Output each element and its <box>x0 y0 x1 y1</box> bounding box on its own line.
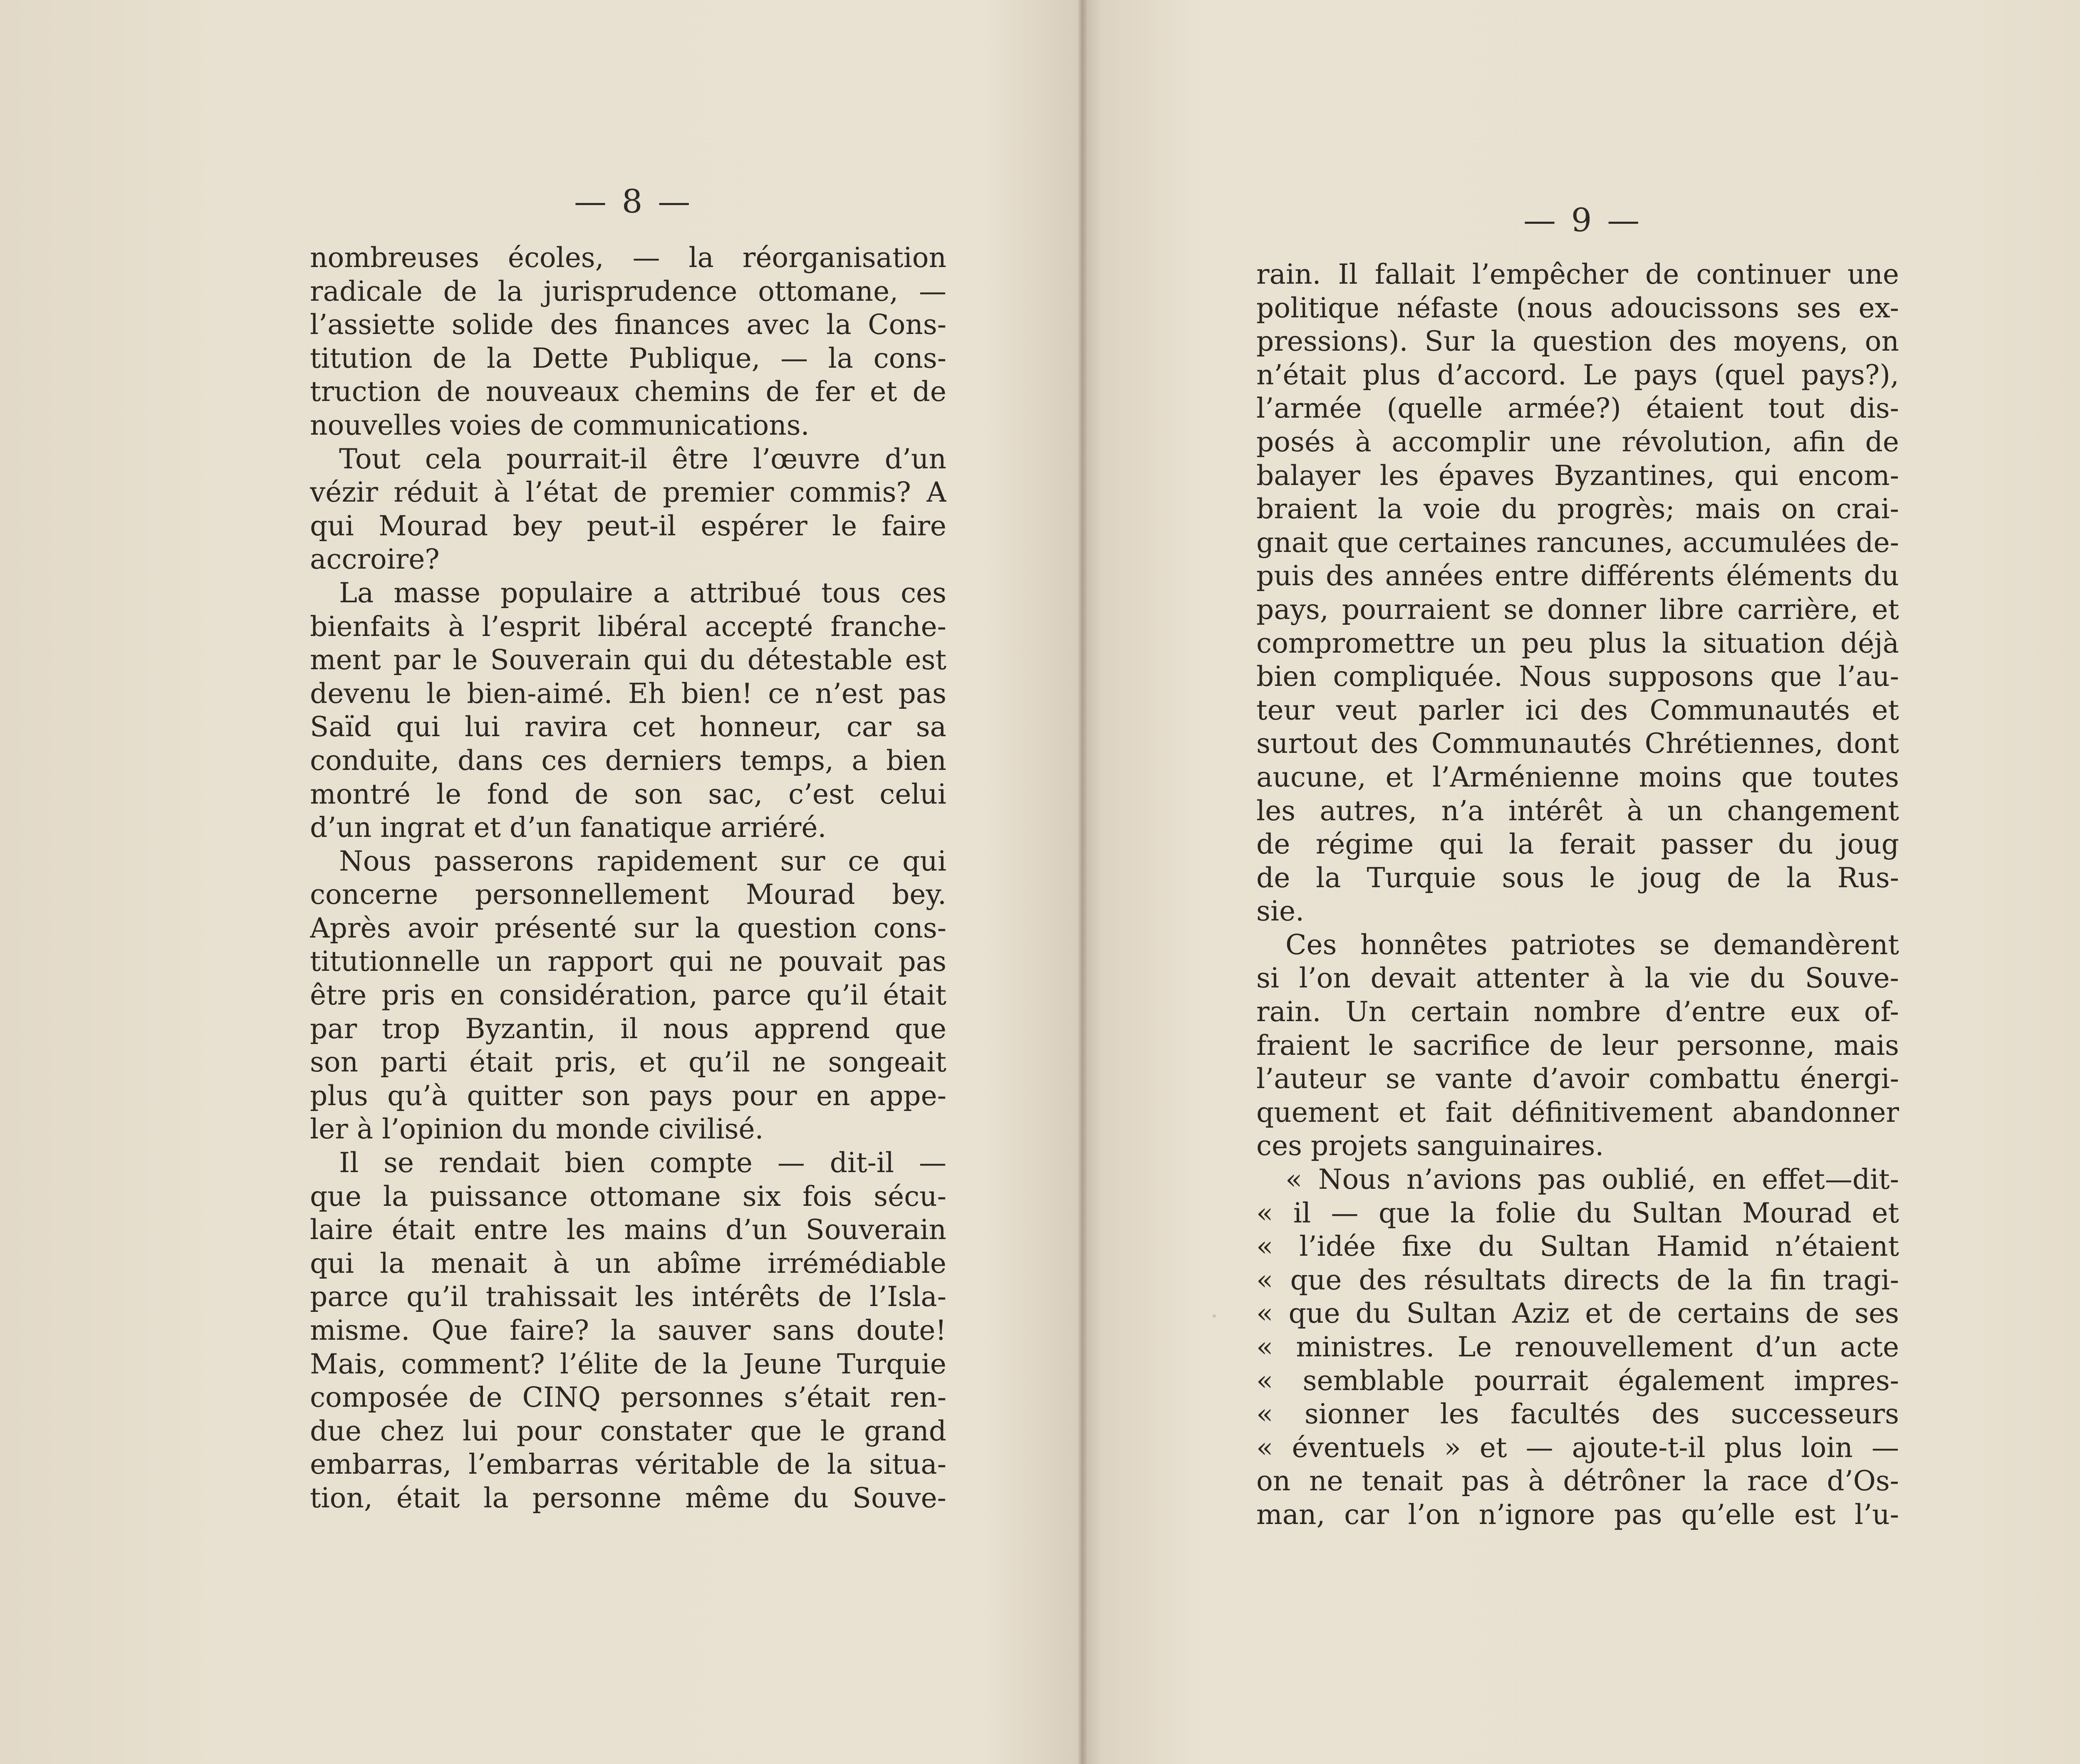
text-line: quement et fait définitivement abandonner <box>1256 1096 1899 1128</box>
text-line: par trop Byzantin, il nous apprend que <box>310 1012 946 1045</box>
text-line: composée de CINQ personnes s’était ren- <box>310 1381 946 1414</box>
text-line: que la puissance ottomane six fois sécu- <box>310 1180 946 1212</box>
text-line: La masse populaire a attribué tous ces <box>339 576 946 609</box>
text-line: misme. Que faire? la sauver sans doute! <box>310 1314 946 1346</box>
text-line: les autres, n’a intérêt à un changement <box>1256 794 1899 827</box>
text-line: « l’idée fixe du Sultan Hamid n’étaient <box>1256 1230 1899 1263</box>
text-line: n’était plus d’accord. Le pays (quel pays?), <box>1256 359 1899 391</box>
text-line: truction de nouveaux chemins de fer et de <box>310 376 946 408</box>
text-line: gnait que certaines rancunes, accumulées de- <box>1256 526 1899 559</box>
text-line: tion, était la personne même du Souve- <box>310 1482 946 1514</box>
text-line: conduite, dans ces derniers temps, a bien <box>310 744 946 777</box>
text-line: Nous passerons rapidement sur ce qui <box>339 845 946 877</box>
text-line: puis des années entre différents éléments du <box>1256 560 1899 592</box>
text-line: « semblable pourrait également impres- <box>1256 1364 1899 1397</box>
text-line: être pris en considération, parce qu’il était <box>310 979 946 1012</box>
right-page-text <box>1256 258 1899 1532</box>
text-line: si l’on devait attenter à la vie du Souve- <box>1256 962 1899 995</box>
text-line: sie. <box>1256 895 1305 928</box>
text-line: « éventuels » et — ajoute-t-il plus loin — <box>1256 1431 1899 1464</box>
left-page-text <box>310 241 946 1515</box>
text-line: concerne personnellement Mourad bey. <box>310 878 946 911</box>
text-line: Après avoir présenté sur la question cons- <box>310 912 946 944</box>
text-line: Saïd qui lui ravira cet honneur, car sa <box>310 711 946 743</box>
text-line: Mais, comment? l’élite de la Jeune Turquie <box>310 1348 946 1380</box>
text-line: montré le fond de son sac, c’est celui <box>310 778 946 810</box>
text-line: « Nous n’avions pas oublié, en effet—dit- <box>1285 1163 1899 1196</box>
text-line: aucune, et l’Arménienne moins que toutes <box>1256 761 1899 793</box>
text-line: de régime qui la ferait passer du joug <box>1256 828 1899 861</box>
text-line: titutionnelle un rapport qui ne pouvait pas <box>310 945 946 978</box>
text-line: pays, pourraient se donner libre carrière, et <box>1256 593 1899 626</box>
text-line: « il — que la folie du Sultan Mourad et <box>1256 1197 1899 1229</box>
text-line: « que du Sultan Aziz et de certains de ses <box>1256 1297 1899 1330</box>
text-line: d’un ingrat et d’un fanatique arriéré. <box>310 811 827 844</box>
text-line: surtout des Communautés Chrétiennes, dont <box>1256 727 1899 760</box>
text-line: nombreuses écoles, — la réorganisation <box>310 242 946 274</box>
text-line: compromettre un peu plus la situation déjà <box>1256 627 1899 659</box>
text-line: fraient le sacrifice de leur personne, mais <box>1256 1029 1899 1061</box>
text-line: qui la menait à un abîme irrémédiable <box>310 1247 946 1279</box>
text-line: devenu le bien-aimé. Eh bien! ce n’est pas <box>310 677 946 710</box>
text-line: laire était entre les mains d’un Souverain <box>310 1214 946 1246</box>
text-line: Tout cela pourrait-il être l’œuvre d’un <box>339 443 946 475</box>
page-number-right: — 9 — <box>1523 202 1642 239</box>
text-line: posés à accomplir une révolution, afin de <box>1256 426 1899 458</box>
text-line: parce qu’il trahissait les intérêts de l’Isla- <box>310 1281 946 1313</box>
text-line: nouvelles voies de communications. <box>310 409 810 441</box>
text-line: politique néfaste (nous adoucissons ses ex- <box>1256 292 1899 324</box>
text-line: qui Mourad bey peut-il espérer le faire <box>310 510 946 542</box>
text-line: « ministres. Le renouvellement d’un acte <box>1256 1331 1899 1363</box>
text-line: balayer les épaves Byzantines, qui encom- <box>1256 459 1899 492</box>
page-number-left: — 8 — <box>574 183 693 220</box>
text-line: Ces honnêtes patriotes se demandèrent <box>1285 928 1899 961</box>
text-line: l’auteur se vante d’avoir combattu énergi- <box>1256 1063 1899 1095</box>
text-line: braient la voie du progrès; mais on crai- <box>1256 493 1899 525</box>
right-page <box>1087 0 2080 1764</box>
text-line: « que des résultats directs de la fin tragi- <box>1256 1264 1899 1296</box>
text-line: ler à l’opinion du monde civilisé. <box>310 1113 764 1145</box>
text-line: « sionner les facultés des successeurs <box>1256 1398 1899 1430</box>
text-line: on ne tenait pas à détrôner la race d’Os- <box>1256 1465 1899 1497</box>
text-line: bien compliquée. Nous supposons que l’au- <box>1256 661 1899 693</box>
text-line: l’armée (quelle armée?) étaient tout dis- <box>1256 392 1899 425</box>
text-line: vézir réduit à l’état de premier commis? A <box>310 476 946 509</box>
text-line: radicale de la jurisprudence ottomane, — <box>310 275 946 307</box>
text-line: pressions). Sur la question des moyens, on <box>1256 325 1899 358</box>
text-line: plus qu’à quitter son pays pour en appe- <box>310 1079 946 1112</box>
text-line: due chez lui pour constater que le grand <box>310 1415 946 1447</box>
text-line: accroire? <box>310 543 440 576</box>
text-line: Il se rendait bien compte — dit-il — <box>339 1147 946 1179</box>
paper-speck <box>1213 1314 1216 1318</box>
text-line: l’assiette solide des finances avec la Cons- <box>310 309 946 341</box>
text-line: titution de la Dette Publique, — la cons- <box>310 342 946 374</box>
text-line: man, car l’on n’ignore pas qu’elle est l’u- <box>1256 1498 1899 1531</box>
text-line: son parti était pris, et qu’il ne songeait <box>310 1046 946 1079</box>
text-line: teur veut parler ici des Communautés et <box>1256 694 1899 726</box>
text-line: rain. Il fallait l’empêcher de continuer une <box>1256 258 1899 290</box>
text-line: ment par le Souverain qui du détestable est <box>310 644 946 676</box>
text-line: embarras, l’embarras véritable de la situa- <box>310 1448 946 1481</box>
text-line: bienfaits à l’esprit libéral accepté franche- <box>310 610 946 643</box>
text-line: ces projets sanguinaires. <box>1256 1130 1604 1162</box>
text-line: rain. Un certain nombre d’entre eux of- <box>1256 996 1899 1028</box>
text-line: de la Turquie sous le joug de la Rus- <box>1256 861 1899 894</box>
